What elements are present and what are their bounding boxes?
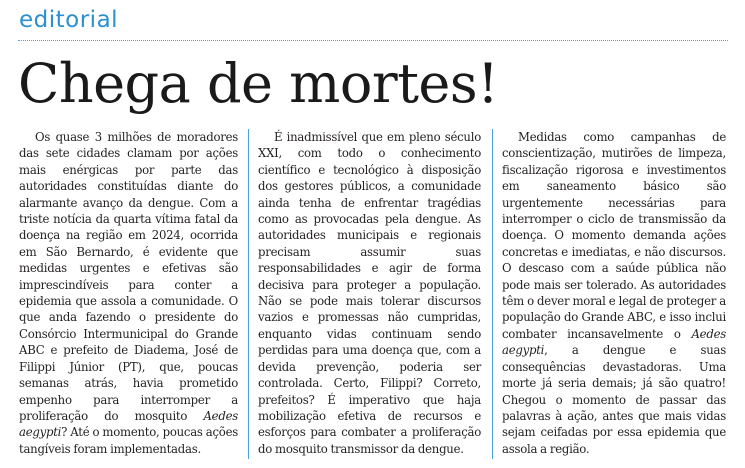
paragraph-2: É inadmissível que em pleno século XXI, com todo o conhecimento científico e tecnológico à disposição dos gestores públicos, a comunidade ainda tenha de enfrentar tragédias como as provocadas pela dengue. As autoridades municipais e regionais precisam assumir suas responsabilidades e agir de forma decisiva para proteger a população. Não se pode mais tolerar discursos vazios e promessas não cumpridas, enquanto vidas continuam sendo perdidas para uma doença que, com a devida prevenção, poderia ser controlada. Certo, Filippi? Correto, prefeitos? É imperativo que haja mobilização efetiva de recursos e esforços para combater a proliferação do mosquito transmissor da dengue. — [258, 130, 481, 456]
paragraph-text: Medidas como campanhas de conscientização, mutirões de limpeza, fiscalização rigorosa e investimentos em saneamento básico são urgentemente necessárias para interromper o ciclo de transmissão da doença. O momento demanda ações concretas e imediatas, e não discursos. O descaso com a saúde pública não pode mais ser tolerado. As autoridades têm o dever moral e legal de proteger a população do Grande ABC, e isso inclui combater incansavelmente o — [502, 130, 726, 341]
species-name: Aedes aegypti — [502, 326, 726, 358]
paragraph-3 — [502, 129, 726, 457]
paragraph-text: Os quase 3 milhões de moradores das sete cidades clamam por ações mais enérgicas por parte das autoridades constituídas diante do alarmante avanço da dengue. Com a triste notícia da quarta vítima fatal da doença na região em 2024, ocorrida em São Bernardo, é evidente que medidas urgentes e efetivas são imprescindíveis para conter a epidemia que assola a comunidade. O que anda fazendo o presidente do Consórcio Intermunicipal do Grande ABC e prefeito de Diadema, José de Filippi Júnior (PT), que, poucas semanas atrás, havia prometido empenho para interromper a proliferação do mosquito — [19, 130, 238, 423]
column-1 — [19, 129, 238, 457]
column-divider — [248, 129, 249, 459]
column-2 — [258, 129, 481, 457]
column-divider — [492, 129, 493, 459]
paragraph-text: ? Até o momento, poucas ações tangíveis foram implementadas. — [19, 425, 238, 456]
species-name: Aedes aegypti — [19, 408, 238, 440]
headline: Chega de mortes! — [18, 52, 499, 115]
column-3 — [502, 129, 726, 457]
paragraph-1 — [19, 129, 238, 457]
section-divider — [18, 40, 728, 41]
paragraph-text: , a dengue e suas consequências devastadoras. Uma morte já seria demais; já são quatro! Chegou o momento de passar das palavras à ação, antes que mais vidas sejam ceifadas por essa epidemia que assola a região. — [502, 343, 726, 456]
section-label: editorial — [19, 7, 119, 33]
